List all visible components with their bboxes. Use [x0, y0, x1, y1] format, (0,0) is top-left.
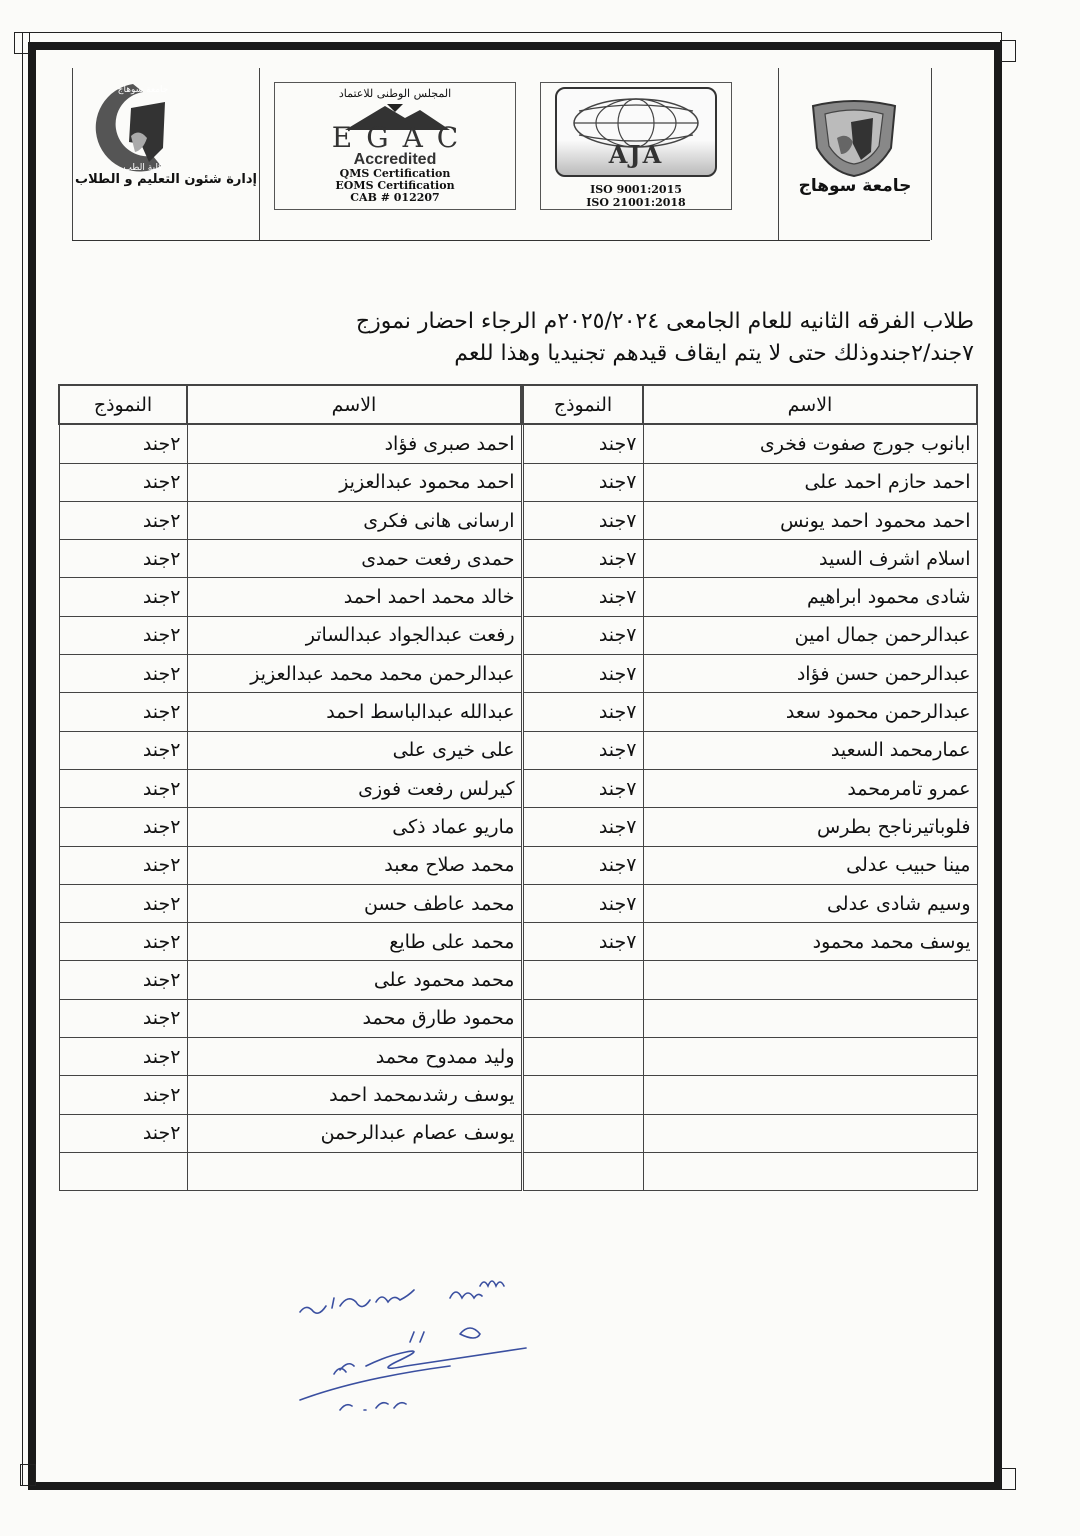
student-name-cell: يوسف رشدىمحمد احمد [187, 1076, 521, 1114]
column-gap [521, 1076, 523, 1114]
column-gap [521, 501, 523, 539]
accreditation-block [259, 68, 778, 240]
student-name-cell [643, 1114, 977, 1152]
form-type-cell: ٢جند [59, 731, 187, 769]
aja-badge [540, 82, 732, 210]
table-row [59, 1038, 977, 1076]
student-name-cell: عبدالله عبدالباسط احمد [187, 693, 521, 731]
notice-paragraph [210, 306, 974, 370]
student-name-cell: اسلام اشرف السيد [643, 540, 977, 578]
student-name-cell: عبدالرحمن محمد محمد عبدالعزيز [187, 655, 521, 693]
form-type-cell [523, 1076, 643, 1114]
form-type-cell: ٢جند [59, 808, 187, 846]
notice-line-1: طلاب الفرقه الثانيه للعام الجامعى ٢٠٢٥/٢٠٢٤م الرجاء احضار نموزج [355, 309, 974, 334]
faculty-logo-top-text: جامعة سوهاج [117, 85, 169, 95]
faculty-block [72, 68, 259, 240]
students-table [58, 384, 978, 1191]
form-type-cell: ٧جند [523, 884, 643, 922]
table-row [59, 1114, 977, 1152]
form-type-cell: ٢جند [59, 501, 187, 539]
student-name-cell: فلوباتيرناجح بطرس [643, 808, 977, 846]
student-name-cell: عمارمحمد السعيد [643, 731, 977, 769]
table-row [59, 961, 977, 999]
student-name-cell: خالد محمد احمد احمد [187, 578, 521, 616]
faculty-logo-bottom-text: كلية الطب [123, 163, 163, 173]
student-name-cell: كيرلس رفعت فوزى [187, 769, 521, 807]
aja-globe-logo [555, 87, 717, 177]
signature-strokes [300, 1281, 526, 1410]
notice-line-2: ٧جند/٢جندوذلك حتى لا يتم ايقاف قيدهم تجنيديا وهذا للعم [454, 341, 974, 366]
form-type-cell: ٢جند [59, 1038, 187, 1076]
student-name-cell: ماريو عماد ذكى [187, 808, 521, 846]
table-row [59, 846, 977, 884]
table-row [59, 1076, 977, 1114]
student-name-cell: يوسف محمد محمود [643, 923, 977, 961]
border-corner-ornament [1000, 40, 1016, 62]
form-type-cell [523, 1038, 643, 1076]
student-name-cell: شادى محمود ابراهيم [643, 578, 977, 616]
student-name-cell: عمرو تامرمحمد [643, 769, 977, 807]
form-type-cell: ٢جند [59, 616, 187, 654]
student-name-cell: احمد محمود احمد يونس [643, 501, 977, 539]
column-gap [521, 884, 523, 922]
border-corner-ornament [20, 1464, 36, 1486]
column-gap [521, 808, 523, 846]
egac-accredited: Accredited [353, 151, 437, 168]
form-type-cell: ٢جند [59, 923, 187, 961]
form-type-cell: ٢جند [59, 540, 187, 578]
form-type-cell: ٧جند [523, 501, 643, 539]
table-row [59, 693, 977, 731]
column-gap [521, 1038, 523, 1076]
student-name-cell: يوسف عصام عبدالرحمن [187, 1114, 521, 1152]
form-type-cell: ٧جند [523, 808, 643, 846]
student-name-cell: محمد على طايع [187, 923, 521, 961]
form-type-cell: ٧جند [523, 616, 643, 654]
header-form-col-2: النموذج [59, 385, 187, 424]
form-type-cell: ٧جند [523, 731, 643, 769]
form-type-cell: ٢جند [59, 961, 187, 999]
table-row [59, 808, 977, 846]
form-type-cell: ٢جند [59, 999, 187, 1037]
letterhead [72, 68, 930, 241]
student-name-cell: ابانوب جورج صفوت فخرى [643, 424, 977, 463]
table-row [59, 655, 977, 693]
egac-line-qms: QMS Certification [339, 167, 451, 180]
form-type-cell: ٢جند [59, 655, 187, 693]
aja-letters: AJA [608, 140, 664, 169]
student-name-cell [187, 1152, 521, 1190]
student-name-cell [643, 999, 977, 1037]
student-name-cell: وسيم شادى عدلى [643, 884, 977, 922]
egac-arabic-title: المجلس الوطنى للاعتماد [338, 87, 452, 100]
student-name-cell: محمد صلاح معبد [187, 846, 521, 884]
student-name-cell: على خيرى على [187, 731, 521, 769]
column-gap [521, 1114, 523, 1152]
department-name: إدارة شئون التعليم و الطلاب [75, 172, 257, 187]
table-row [59, 923, 977, 961]
student-name-cell: وليد ممدوح محمد [187, 1038, 521, 1076]
form-type-cell [523, 1152, 643, 1190]
faculty-of-medicine-logo-icon [83, 78, 183, 176]
student-name-cell: عبدالرحمن محمود سعد [643, 693, 977, 731]
header-form-col-1: النموذج [523, 385, 643, 424]
form-type-cell: ٧جند [523, 769, 643, 807]
form-type-cell [523, 999, 643, 1037]
column-gap [521, 961, 523, 999]
table-row [59, 578, 977, 616]
column-gap [521, 540, 523, 578]
column-gap [521, 1152, 523, 1190]
column-gap [521, 385, 523, 424]
student-name-cell: حمدى رفعت حمدى [187, 540, 521, 578]
form-type-cell: ٧جند [523, 693, 643, 731]
column-gap [521, 923, 523, 961]
student-name-cell: احمد محمود عبدالعزيز [187, 463, 521, 501]
table-row [59, 424, 977, 463]
header-name-col-2: الاسم [187, 385, 521, 424]
student-name-cell: مينا حبيب عدلى [643, 846, 977, 884]
border-corner-ornament [14, 32, 30, 54]
university-name: جامعة سوهاج [798, 176, 912, 196]
table-row [59, 540, 977, 578]
form-type-cell: ٧جند [523, 540, 643, 578]
iso-9001: ISO 9001:2015 [590, 183, 682, 196]
form-type-cell: ٢جند [59, 578, 187, 616]
column-gap [521, 578, 523, 616]
form-type-cell: ٢جند [59, 693, 187, 731]
table-header-row [59, 385, 977, 424]
student-name-cell [643, 1038, 977, 1076]
column-gap [521, 424, 523, 463]
student-name-cell: محمد محمود على [187, 961, 521, 999]
column-gap [521, 999, 523, 1037]
handwritten-signature [280, 1270, 580, 1420]
student-name-cell: ارسانى هانى فكرى [187, 501, 521, 539]
column-gap [521, 655, 523, 693]
university-block [778, 68, 932, 240]
column-gap [521, 769, 523, 807]
table-row [59, 501, 977, 539]
table-row [59, 463, 977, 501]
student-name-cell: رفعت عبدالجواد عبدالساتر [187, 616, 521, 654]
student-name-cell: احمد حازم احمد على [643, 463, 977, 501]
iso-21001: ISO 21001:2018 [586, 196, 686, 209]
form-type-cell: ٧جند [523, 655, 643, 693]
form-type-cell: ٢جند [59, 769, 187, 807]
student-name-cell: محمد عاطف حسن [187, 884, 521, 922]
form-type-cell: ٧جند [523, 846, 643, 884]
sohag-university-crest-icon [807, 98, 901, 178]
form-type-cell: ٧جند [523, 923, 643, 961]
table-row [59, 884, 977, 922]
form-type-cell [523, 961, 643, 999]
table-row [59, 999, 977, 1037]
form-type-cell: ٢جند [59, 424, 187, 463]
form-type-cell: ٢جند [59, 1114, 187, 1152]
column-gap [521, 846, 523, 884]
form-type-cell: ٢جند [59, 884, 187, 922]
column-gap [521, 693, 523, 731]
border-corner-ornament [1000, 1468, 1016, 1490]
column-gap [521, 616, 523, 654]
form-type-cell: ٢جند [59, 846, 187, 884]
egac-badge [274, 82, 516, 210]
student-name-cell: احمد صبرى فؤاد [187, 424, 521, 463]
student-name-cell: عبدالرحمن حسن فؤاد [643, 655, 977, 693]
table-row [59, 1152, 977, 1190]
student-name-cell: عبدالرحمن جمال امين [643, 616, 977, 654]
table-row [59, 769, 977, 807]
student-name-cell [643, 1152, 977, 1190]
form-type-cell: ٧جند [523, 463, 643, 501]
student-name-cell: محمود طارق محمد [187, 999, 521, 1037]
table-row [59, 616, 977, 654]
form-type-cell [523, 1114, 643, 1152]
form-type-cell: ٢جند [59, 1076, 187, 1114]
egac-line-cab: CAB # 012207 [350, 191, 440, 204]
student-name-cell [643, 961, 977, 999]
column-gap [521, 731, 523, 769]
egac-letters: EGAC [331, 121, 473, 154]
student-name-cell [643, 1076, 977, 1114]
form-type-cell [59, 1152, 187, 1190]
form-type-cell: ٢جند [59, 463, 187, 501]
header-name-col-1: الاسم [643, 385, 977, 424]
column-gap [521, 463, 523, 501]
table-row [59, 731, 977, 769]
form-type-cell: ٧جند [523, 424, 643, 463]
egac-line-eoms: EOMS Certification [335, 179, 455, 192]
form-type-cell: ٧جند [523, 578, 643, 616]
